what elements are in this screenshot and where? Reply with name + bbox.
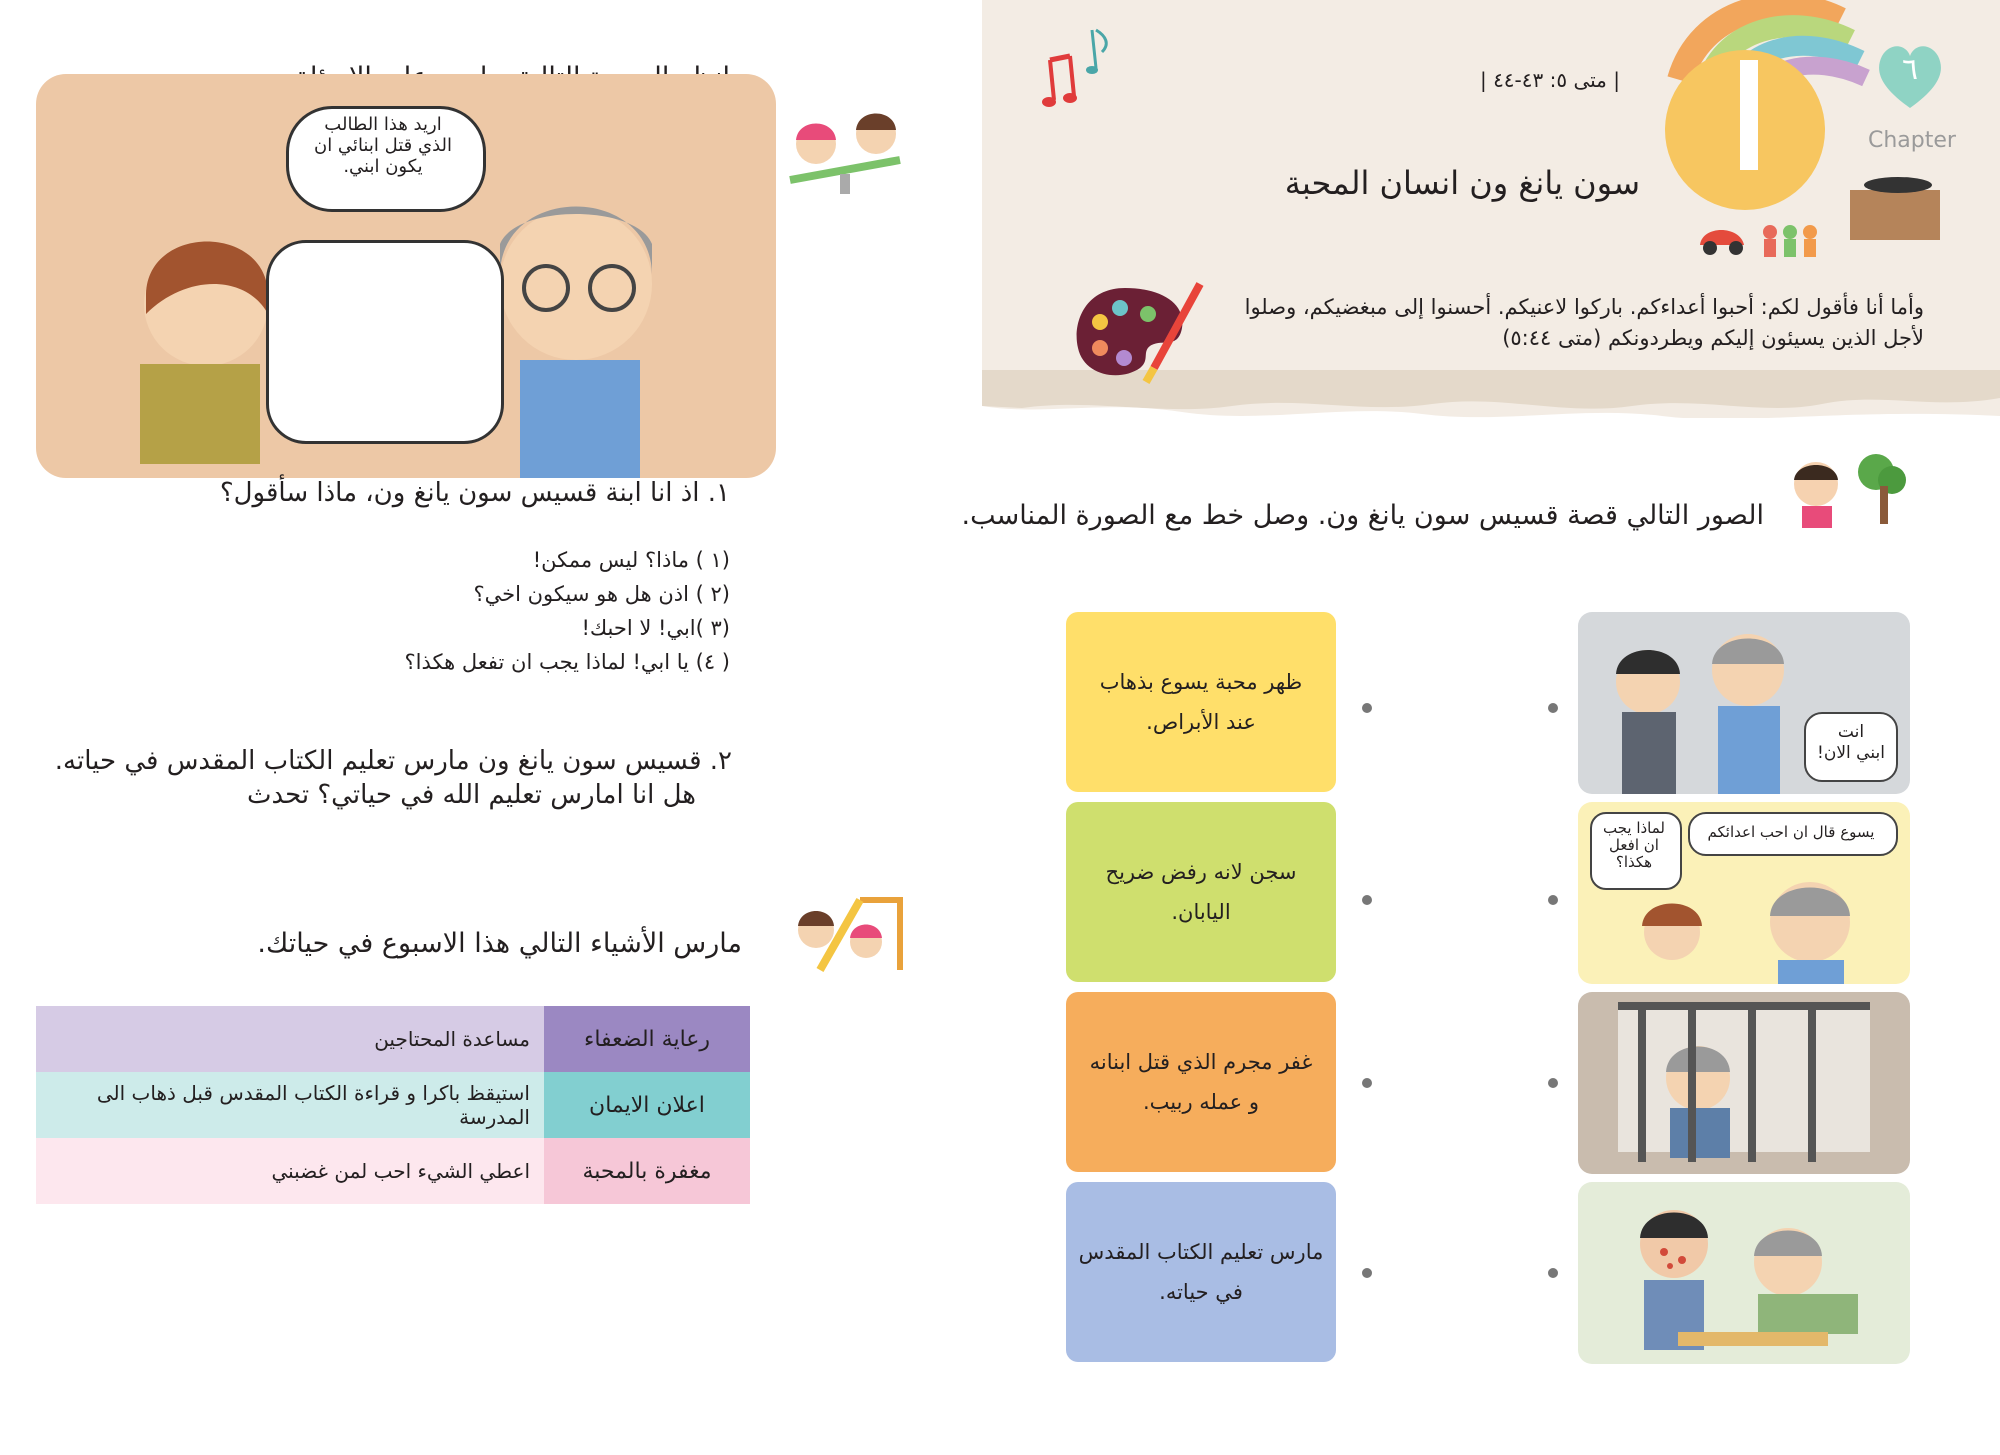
match-dot-picture-2[interactable] bbox=[1548, 895, 1558, 905]
match-dot-picture-3[interactable] bbox=[1548, 1078, 1558, 1088]
description-box-1 bbox=[1066, 612, 1336, 792]
speech-bubble-2-left-text bbox=[1590, 820, 1678, 871]
chapter-label: Chapter bbox=[1868, 128, 1956, 153]
description-box-2 bbox=[1066, 802, 1336, 982]
match-dot-box-4[interactable] bbox=[1362, 1268, 1372, 1278]
pastor-bubble-line-3: يكون ابني. bbox=[343, 156, 423, 177]
box-3-line-1: غفر مجرم الذي قتل ابنانه bbox=[1089, 1050, 1313, 1074]
verse-bar-right: | bbox=[1479, 68, 1494, 92]
box-2-line-2: اليابان. bbox=[1171, 900, 1231, 924]
match-dot-box-1[interactable] bbox=[1362, 703, 1372, 713]
kids-slide-illustration bbox=[780, 880, 910, 980]
quote-line-2: لأجل الذين يسيئون إليكم ويطردونكم (متى ٥:٤٤) bbox=[1502, 326, 1924, 350]
bible-quote bbox=[1216, 292, 1924, 354]
option-3[interactable]: (٣ )ابي! لا احبك! bbox=[581, 616, 730, 640]
match-dot-picture-1[interactable] bbox=[1548, 703, 1558, 713]
pastor-bubble-line-2: الذي قتل ابنائي ان bbox=[313, 135, 452, 156]
bubble-1-line-1: انت bbox=[1837, 722, 1865, 742]
music-notes-icon bbox=[1030, 20, 1120, 120]
picture-card-4 bbox=[1578, 1182, 1910, 1364]
practice-row-3 bbox=[36, 1138, 750, 1204]
option-2[interactable]: (٢ ) اذن هل هو سيكون اخي؟ bbox=[473, 582, 730, 606]
pastor-speech-bubble-text bbox=[286, 114, 480, 177]
paint-palette-icon bbox=[1070, 278, 1210, 388]
question-1: ١. اذ انا ابنة قسيس سون يانغ ون، ماذا سأقول؟ bbox=[219, 478, 730, 508]
pastor-bubble-line-1: اريد هذا الطالب bbox=[324, 114, 442, 135]
match-dot-box-3[interactable] bbox=[1362, 1078, 1372, 1088]
practice-row-2 bbox=[36, 1072, 750, 1138]
bubble-2-line-2: ان افعل bbox=[1609, 836, 1659, 854]
option-4[interactable]: ( ٤) يا ابي! لماذا يجب ان تفعل هكذا؟ bbox=[404, 650, 730, 674]
verse-bar-left: | bbox=[1606, 68, 1620, 92]
boy-tree-illustration bbox=[1776, 450, 1910, 530]
lesson-title: سون يانغ ون انسان المحبة bbox=[1284, 164, 1640, 202]
description-box-4 bbox=[1066, 1182, 1336, 1362]
box-1-line-2: عند الأبراص. bbox=[1146, 710, 1256, 734]
picture-card-1 bbox=[1578, 612, 1910, 794]
box-4-line-1: مارس تعليم الكتاب المقدس bbox=[1078, 1240, 1324, 1264]
option-1[interactable]: (١ ) ماذا؟ ليس ممكن! bbox=[532, 548, 730, 572]
practice-task-2: استيقظ باكرا و قراءة الكتاب المقدس قبل ذهاب الى المدرسة bbox=[36, 1072, 544, 1138]
kids-seesaw-illustration bbox=[780, 104, 910, 200]
practice-task-3: اعطي الشيء احب لمن غضبني bbox=[36, 1138, 544, 1204]
description-box-3 bbox=[1066, 992, 1336, 1172]
pastor-caring-leper-illustration bbox=[1578, 1182, 1910, 1364]
bubble-2-line-3: هكذا؟ bbox=[1615, 853, 1653, 871]
box-1-line-1: ظهر محبة يسوع بذهاب bbox=[1099, 670, 1303, 694]
question-2-line-2: هل انا امارس تعليم الله في حياتي؟ تحدث bbox=[246, 780, 696, 810]
question-2-line-1: ٢. قسيس سون يانغ ون مارس تعليم الكتاب المقدس في حياته. bbox=[54, 746, 732, 776]
pastor-in-prison-illustration bbox=[1578, 992, 1910, 1174]
match-dot-box-2[interactable] bbox=[1362, 895, 1372, 905]
practice-instruction: مارس الأشياء التالي هذا الاسبوع في حياتك. bbox=[257, 928, 742, 959]
practice-category-1: رعاية الضعفاء bbox=[544, 1006, 750, 1072]
verse-ref-text: متى ٥: ٤٣-٤٤ bbox=[1493, 68, 1607, 92]
empty-speech-bubble[interactable] bbox=[266, 240, 504, 444]
picture-card-2 bbox=[1578, 802, 1910, 984]
practice-task-1: مساعدة المحتاجين bbox=[36, 1006, 544, 1072]
practice-category-2: اعلان الايمان bbox=[544, 1072, 750, 1138]
quote-line-1: وأما أنا فأقول لكم: أحبوا أعداءكم. باركوا لاعنيكم. أحسنوا إلى مبغضيكم، وصلوا bbox=[1244, 295, 1924, 319]
practice-table bbox=[36, 1006, 750, 1204]
bubble-2-line-1: لماذا يجب bbox=[1602, 819, 1665, 837]
matching-instruction: الصور التالي قصة قسيس سون يانغ ون. وصل خط مع الصورة المناسب. bbox=[961, 500, 1764, 531]
practice-row-1 bbox=[36, 1006, 750, 1072]
box-2-line-1: سجن لانه رفض ضريح bbox=[1105, 860, 1297, 884]
picture-card-3 bbox=[1578, 992, 1910, 1174]
verse-reference bbox=[1440, 68, 1620, 92]
speech-bubble-2-right-text: يسوع قال ان احب اعدائكم bbox=[1707, 823, 1875, 841]
speech-bubble-1-text bbox=[1804, 722, 1898, 764]
box-3-line-2: و عمله ربيب. bbox=[1143, 1090, 1259, 1114]
box-4-line-2: في حياته. bbox=[1159, 1280, 1243, 1304]
match-dot-picture-4[interactable] bbox=[1548, 1268, 1558, 1278]
bubble-1-line-2: ابني الان! bbox=[1817, 743, 1885, 763]
practice-category-3: مغفرة بالمحبة bbox=[544, 1138, 750, 1204]
chapter-number: ٦ bbox=[1901, 52, 1919, 87]
